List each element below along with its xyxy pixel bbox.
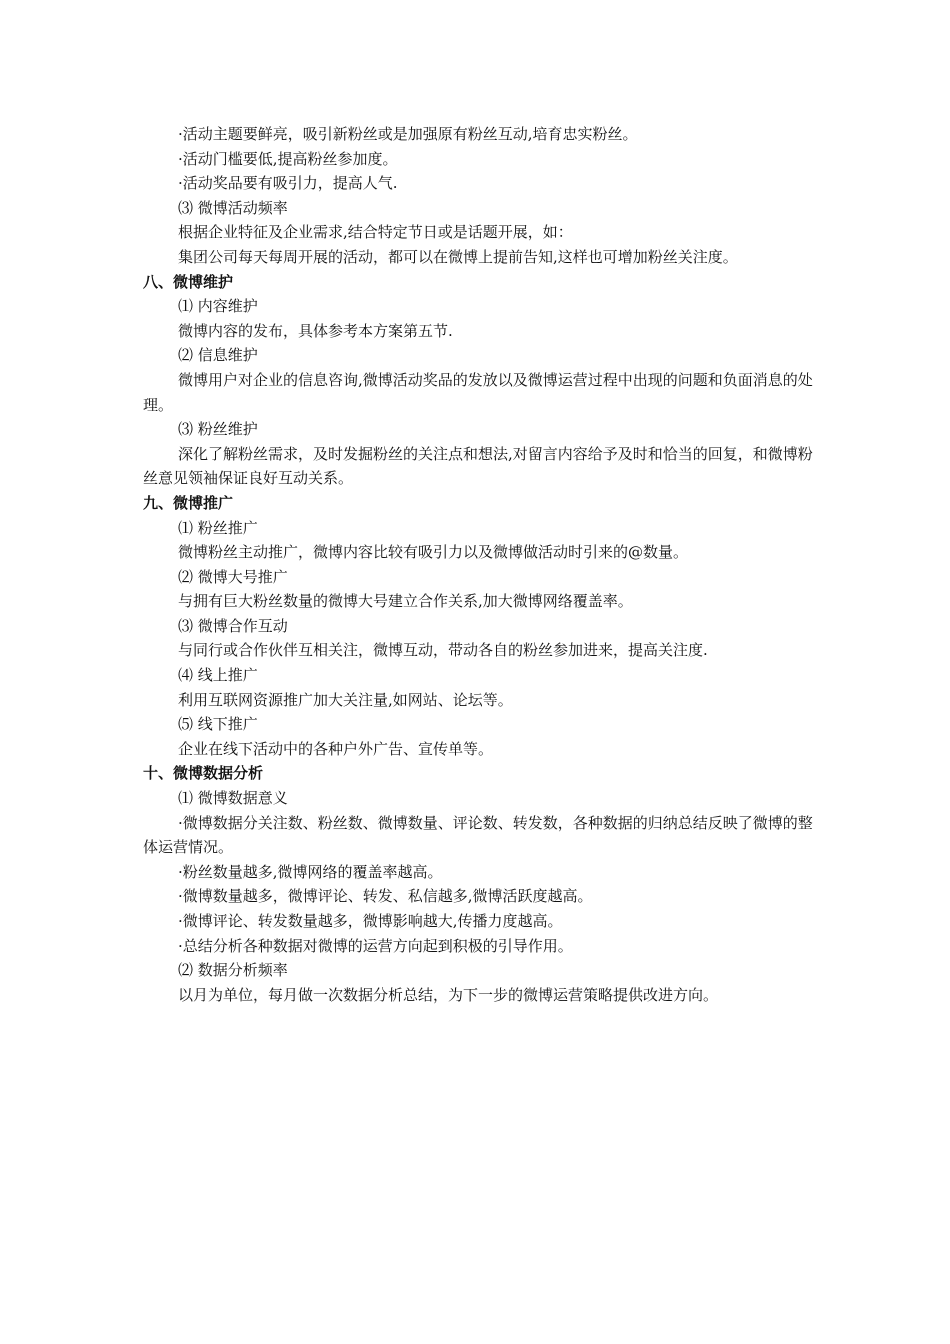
paragraph: 与拥有巨大粉丝数量的微博大号建立合作关系,加大微博网络覆盖率。 <box>178 592 633 611</box>
paragraph: 利用互联网资源推广加大关注量,如网站、论坛等。 <box>178 690 513 709</box>
paragraph: 以月为单位，每月做一次数据分析总结，为下一步的微博运营策略提供改进方向。 <box>178 985 719 1004</box>
section-heading: 八、微博维护 <box>143 272 234 291</box>
subheading: ⑸ 线下推广 <box>178 715 258 734</box>
bullet-line: ·总结分析各种数据对微博的运营方向起到积极的引导作用。 <box>178 936 573 955</box>
subheading: ⑴ 粉丝推广 <box>178 518 258 537</box>
subheading: ⑴ 微博数据意义 <box>178 789 288 808</box>
bullet-line: ·活动门槛要低,提高粉丝参加度。 <box>178 149 398 168</box>
bullet-line: ·活动奖品要有吸引力，提高人气. <box>178 174 398 193</box>
section-heading: 十、微博数据分析 <box>143 764 264 783</box>
paragraph: 微博用户对企业的信息咨询,微博活动奖品的发放以及微博运营过程中出现的问题和负面消息的处理。 <box>143 370 813 414</box>
paragraph: 与同行或合作伙伴互相关注，微博互动，带动各自的粉丝参加进来，提高关注度. <box>178 641 708 660</box>
section-heading: 九、微博推广 <box>143 493 234 512</box>
bullet-line: ·微博数据分关注数、粉丝数、微博数量、评论数、转发数，各种数据的归纳总结反映了微博的整体运营情况。 <box>143 813 813 857</box>
subheading: ⑷ 线上推广 <box>178 666 258 685</box>
paragraph: 深化了解粉丝需求，及时发掘粉丝的关注点和想法,对留言内容给予及时和恰当的回复，和微博粉丝意见领袖保证良好互动关系。 <box>143 444 813 488</box>
subheading: ⑶ 微博活动频率 <box>178 198 288 217</box>
document-body <box>143 122 823 1007</box>
paragraph: 企业在线下活动中的各种户外广告、宣传单等。 <box>178 739 494 758</box>
paragraph: 微博粉丝主动推广，微博内容比较有吸引力以及微博做活动时引来的@数量。 <box>178 543 689 562</box>
subheading: ⑴ 内容维护 <box>178 297 258 316</box>
paragraph: 集团公司每天每周开展的活动，都可以在微博上提前告知,这样也可增加粉丝关注度。 <box>178 247 738 266</box>
subheading: ⑵ 数据分析频率 <box>178 961 288 980</box>
subheading: ⑵ 微博大号推广 <box>178 567 288 586</box>
bullet-line: ·粉丝数量越多,微博网络的覆盖率越高。 <box>178 862 443 881</box>
subheading: ⑵ 信息维护 <box>178 346 258 365</box>
bullet-line: ·活动主题要鲜亮，吸引新粉丝或是加强原有粉丝互动,培育忠实粉丝。 <box>178 125 638 143</box>
bullet-line: ·微博数量越多，微博评论、转发、私信越多,微博活跃度越高。 <box>178 887 593 906</box>
paragraph: 根据企业特征及企业需求,结合特定节日或是话题开展，如： <box>178 223 573 242</box>
subheading: ⑶ 粉丝维护 <box>178 420 258 439</box>
bullet-line: ·微博评论、转发数量越多，微博影响越大,传播力度越高。 <box>178 912 563 930</box>
subheading: ⑶ 微博合作互动 <box>178 616 288 635</box>
paragraph: 微博内容的发布，具体参考本方案第五节. <box>178 321 453 340</box>
